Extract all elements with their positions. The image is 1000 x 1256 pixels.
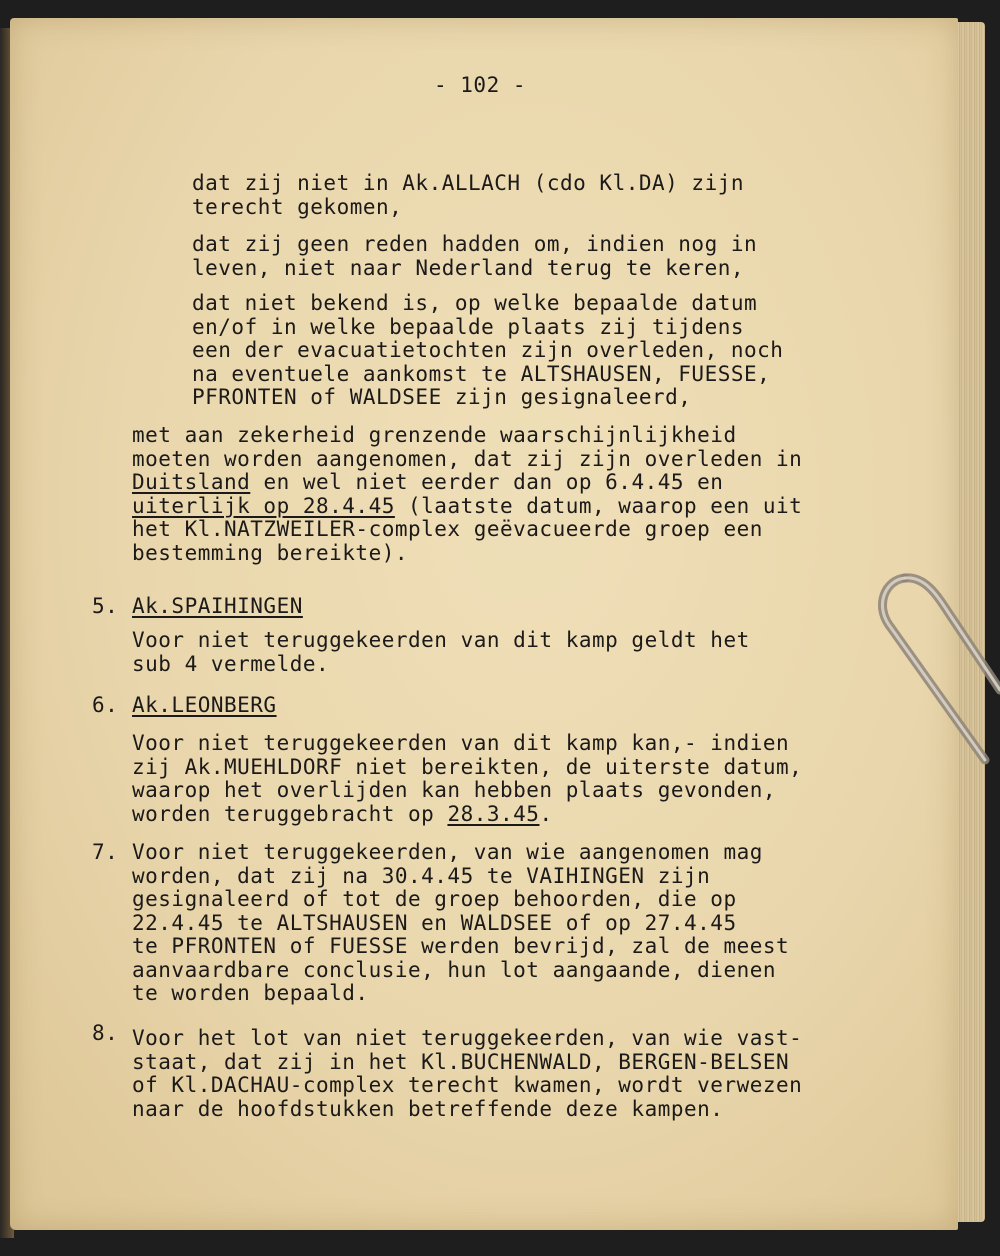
paragraph-line: dat zij niet in Ak.ALLACH (cdo Kl.DA) zijn: [192, 171, 745, 195]
item-number: 5.: [92, 594, 119, 618]
paragraph-3: [192, 292, 783, 410]
paragraph-line: aanvaardbare conclusie, hun lot aangaande, dienen: [132, 957, 777, 982]
paragraph-text: .: [539, 801, 553, 826]
item-5-body: [132, 629, 750, 676]
paragraph-2: [192, 233, 757, 280]
paragraph-line: 22.4.45 te ALTSHAUSEN en WALDSEE of op 27.4.45: [132, 910, 737, 935]
paragraph-line: waarop het overlijden kan hebben plaats gevonden,: [132, 778, 777, 802]
paragraph-line: gesignaleerd of tot de groep behoorden, die op: [132, 887, 737, 911]
paragraph-line: terecht gekomen,: [192, 194, 403, 219]
page-number: - 102 -: [434, 73, 527, 97]
paragraph-line: sub 4 vermelde.: [132, 651, 330, 676]
underlined-text: Duitsland: [132, 470, 251, 494]
item-8-body: [132, 1027, 802, 1121]
paragraph-line: dat zij geen reden hadden om, indien nog in: [192, 232, 758, 256]
paragraph-line: Voor niet teruggekeerden van dit kamp kan,- indien: [132, 731, 790, 755]
paragraph-line: het Kl.NATZWEILER-complex geëvacueerde groep een: [132, 517, 763, 541]
paragraph-line: Voor niet teruggekeerden, van wie aangenomen mag: [132, 840, 763, 864]
paragraph-line: te worden bepaald.: [132, 981, 369, 1005]
paragraph-line: worden, dat zij na 30.4.45 te VAIHINGEN zijn: [132, 863, 711, 888]
paragraph-line: bestemming bereikte).: [132, 540, 409, 565]
paragraph-line: een der evacuatietochten zijn overleden, noch: [192, 338, 784, 362]
paragraph-line: Voor het lot van niet teruggekeerden, van wie vast-: [132, 1026, 803, 1050]
item-7-body: [132, 841, 789, 1006]
underlined-text: 28.3.45: [447, 801, 540, 826]
item-6-body: [132, 732, 802, 826]
paragraph-text: worden teruggebracht op: [132, 801, 448, 826]
item-heading: Ak.LEONBERG: [132, 693, 277, 717]
paragraph-1: [192, 172, 744, 219]
paragraph-line: [132, 471, 802, 495]
paragraph-line: met aan zekerheid grenzende waarschijnlijkheid: [132, 423, 737, 447]
paragraph-text: en wel niet eerder dan op 6.4.45 en: [250, 470, 724, 494]
paragraph-line: na eventuele aankomst te ALTSHAUSEN, FUESSE,: [192, 361, 771, 386]
underlined-text: uiterlijk op 28.4.45: [132, 493, 395, 518]
paragraph-line: naar de hoofdstukken betreffende deze kampen.: [132, 1096, 724, 1121]
paragraph-4: [132, 424, 802, 565]
paragraph-line: en/of in welke bepaalde plaats zij tijdens: [192, 314, 745, 339]
paragraph-line: leven, niet naar Nederland terug te keren,: [192, 255, 745, 280]
paragraph-line: [132, 803, 802, 827]
paragraph-line: [132, 495, 802, 519]
paragraph-line: dat niet bekend is, op welke bepaalde datum: [192, 291, 758, 315]
paragraph-line: te PFRONTEN of FUESSE werden bevrijd, zal de meest: [132, 934, 790, 958]
paragraph-line: moeten worden aangenomen, dat zij zijn overleden in: [132, 446, 803, 471]
paragraph-line: of Kl.DACHAU-complex terecht kwamen, wordt verwezen: [132, 1073, 803, 1097]
item-number: 7.: [92, 840, 119, 864]
paragraph-text: (laatste datum, waarop een uit: [394, 493, 803, 518]
paragraph-line: staat, dat zij in het Kl.BUCHENWALD, BERGEN-BELSEN: [132, 1049, 790, 1074]
item-number: 8.: [92, 1021, 119, 1045]
item-number: 6.: [92, 693, 119, 717]
paragraph-line: zij Ak.MUEHLDORF niet bereikten, de uiterste datum,: [132, 754, 803, 779]
item-heading: Ak.SPAIHINGEN: [132, 594, 303, 618]
paperclip-icon: [875, 570, 1000, 770]
paragraph-line: Voor niet teruggekeerden van dit kamp geldt het: [132, 628, 750, 652]
paragraph-line: PFRONTEN of WALDSEE zijn gesignaleerd,: [192, 385, 692, 409]
